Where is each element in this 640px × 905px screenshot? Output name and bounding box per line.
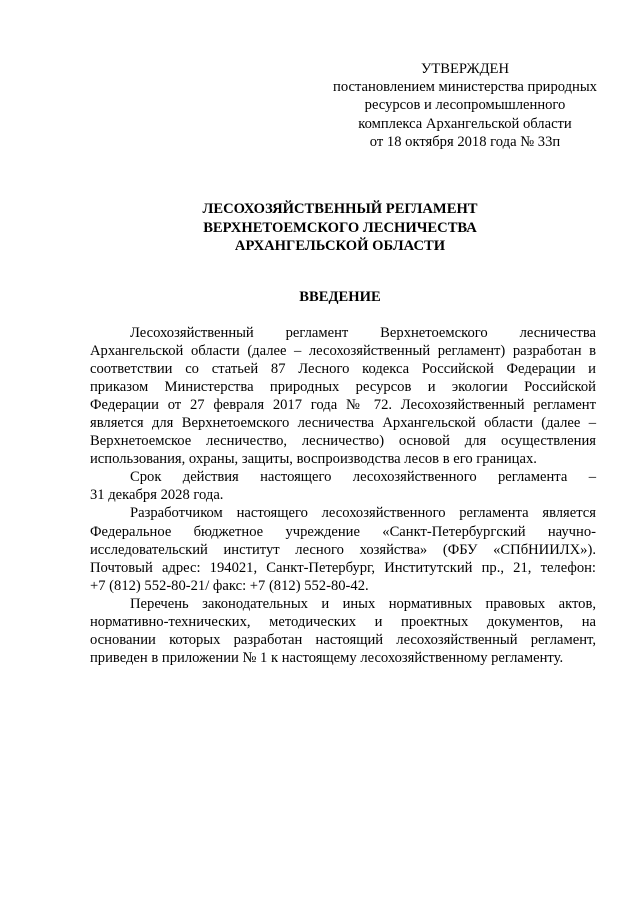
paragraph-2 bbox=[90, 468, 596, 504]
paragraph-line: нормативно-технических, методических и проектных документов, на bbox=[90, 613, 596, 630]
paragraph-line: приведен в приложении № 1 к настоящему лесохозяйственному регламенту. bbox=[90, 649, 564, 666]
paragraph-line: Разработчиком настоящего лесохозяйственного регламента является bbox=[130, 505, 596, 522]
paragraph-line: Перечень законодательных и иных нормативных правовых актов, bbox=[130, 595, 596, 612]
paragraph-4 bbox=[90, 595, 596, 667]
approval-authority-line-2: ресурсов и лесопромышленного bbox=[364, 97, 566, 114]
paragraph-line: является для Верхнетоемского лесничества Архангельской области (далее – bbox=[90, 415, 596, 432]
paragraph-line: Почтовый адрес: 194021, Санкт-Петербург, Институтский пр., 21, телефон: bbox=[90, 559, 596, 576]
paragraph-line: Архангельской области (далее – лесохозяйственный регламент) разработан в bbox=[90, 343, 596, 360]
introduction-body bbox=[90, 324, 596, 667]
paragraph-line: Федеральное бюджетное учреждение «Санкт-Петербургский научно- bbox=[90, 523, 596, 540]
approval-status: УТВЕРЖДЕН bbox=[421, 61, 509, 77]
regulation-title bbox=[90, 200, 590, 256]
paragraph-line: +7 (812) 552-80-21/ факс: +7 (812) 552-80-42. bbox=[90, 577, 369, 594]
paragraph-line: приказом Министерства природных ресурсов и экологии Российской bbox=[90, 379, 596, 396]
paragraph-line: соответствии со статьей 87 Лесного кодекса Российской Федерации и bbox=[90, 361, 596, 378]
paragraph-3 bbox=[90, 504, 596, 594]
regulation-title-line-1: ЛЕСОХОЗЯЙСТВЕННЫЙ РЕГЛАМЕНТ bbox=[202, 201, 478, 217]
paragraph-1 bbox=[90, 324, 596, 468]
section-heading: ВВЕДЕНИЕ bbox=[299, 289, 381, 305]
paragraph-line: Лесохозяйственный регламент Верхнетоемского лесничества bbox=[130, 325, 596, 341]
paragraph-line: Срок действия настоящего лесохозяйственного регламента – bbox=[130, 469, 596, 486]
approval-date-number: от 18 октября 2018 года № 33п bbox=[369, 133, 561, 150]
paragraph-line: Федерации от 27 февраля 2017 года № 72. Лесохозяйственный регламент bbox=[90, 397, 596, 414]
paragraph-line: использования, охраны, защиты, воспроизводства лесов в его границах. bbox=[90, 451, 537, 468]
paragraph-line: исследовательский институт лесного хозяйства» (ФБУ «СПбНИИЛХ»). bbox=[90, 541, 596, 558]
paragraph-line: Верхнетоемское лесничество, лесничество) основой для осуществления bbox=[90, 433, 596, 450]
regulation-title-line-3: АРХАНГЕЛЬСКОЙ ОБЛАСТИ bbox=[234, 238, 446, 254]
paragraph-line: основании которых разработан настоящий лесохозяйственный регламент, bbox=[90, 631, 596, 648]
paragraph-line: 31 декабря 2028 года. bbox=[90, 487, 224, 504]
approval-stamp bbox=[300, 60, 630, 151]
approval-authority-line-1: постановлением министерства природных bbox=[333, 79, 597, 96]
regulation-title-line-2: ВЕРХНЕТОЕМСКОГО ЛЕСНИЧЕСТВА bbox=[203, 219, 477, 236]
approval-authority-line-3: комплекса Архангельской области bbox=[358, 115, 572, 132]
